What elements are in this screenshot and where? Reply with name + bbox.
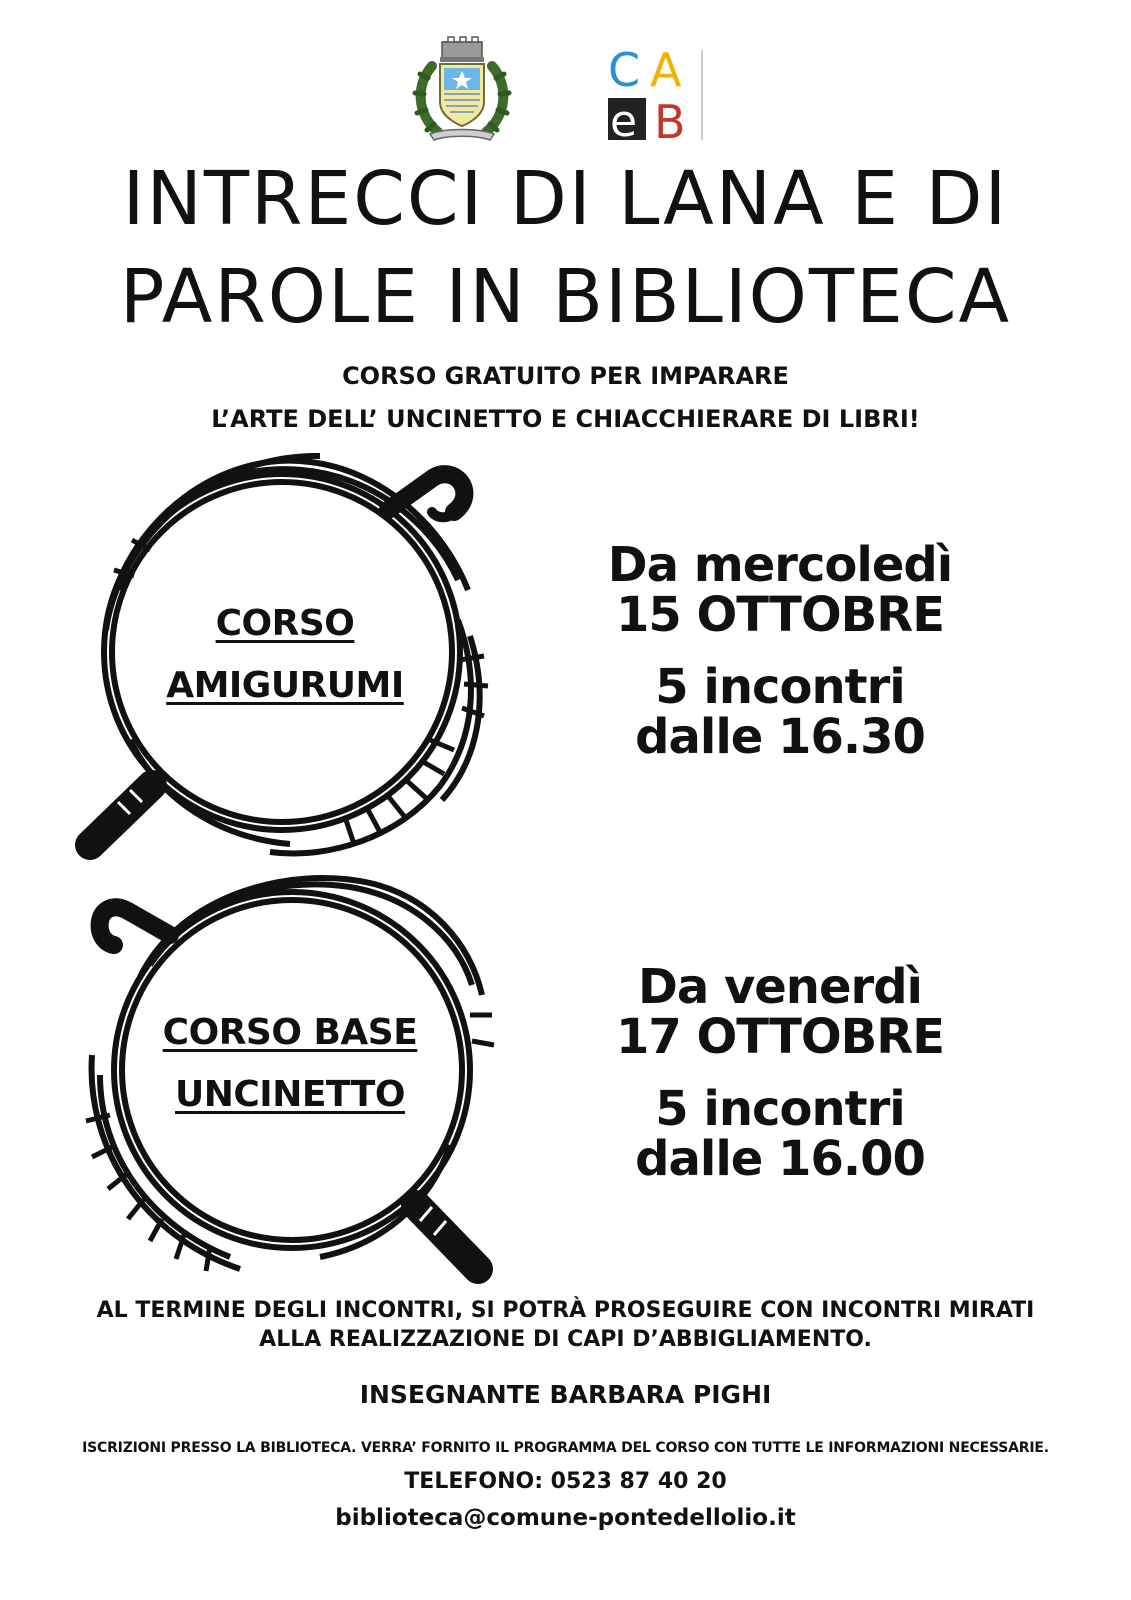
course-2-start-date: 17 OTTOBRE [615,1009,945,1065]
course-2-label-line-1: CORSO BASE [162,1012,418,1053]
course-2-label-line-2: UNCINETTO [175,1074,405,1115]
caeb-letter-e: e [610,96,638,142]
logo-bar [0,30,1131,145]
phone-number: TELEFONO: 0523 87 40 20 [404,1469,727,1494]
title-line-2: PAROLE IN BIBLIOTECA [119,254,1012,340]
course-2-label [110,1002,470,1126]
registration-info: ISCRIZIONI PRESSO LA BIBLIOTECA. VERRA’ FORNITO IL PROGRAMMA DEL CORSO CON TUTTE LE INFORMAZIONI NECESSARIE. [82,1440,1049,1456]
closing-line-2: ALLA REALIZZAZIONE DI CAPI D’ABBIGLIAMENTO. [259,1327,872,1352]
closing-note [40,1296,1091,1354]
course-1-info [570,537,990,765]
course-1-label [120,593,450,717]
course-2-time: dalle 16.00 [635,1131,925,1187]
course-2-count: 5 incontri [655,1081,905,1137]
course-1-count: 5 incontri [655,659,905,715]
course-1-label-line-1: CORSO [215,603,355,644]
teacher-name: INSEGNANTE BARBARA PIGHI [359,1380,772,1409]
title-line-1: INTRECCI DI LANA E DI [122,156,1009,242]
subtitle [60,355,1071,441]
caeb-letter-a: A [650,46,682,97]
municipal-crest-icon [410,36,514,144]
caeb-letter-b: B [654,95,686,142]
course-1-start-date: 15 OTTOBRE [615,587,945,643]
caeb-letter-c: C [608,46,641,97]
course-2-info [570,959,990,1187]
closing-line-1: AL TERMINE DEGLI INCONTRI, SI POTRÀ PROSEGUIRE CON INCONTRI MIRATI [96,1298,1035,1323]
subtitle-line-2: L’ARTE DELL’ UNCINETTO E CHIACCHIERARE DI LIBRI! [211,405,920,433]
subtitle-line-1: CORSO GRATUITO PER IMPARARE [342,362,789,390]
email-address: biblioteca@comune-pontedellolio.it [335,1505,796,1531]
course-2-start-day: Da venerdì [638,959,922,1015]
page-title [20,150,1111,346]
course-1-time: dalle 16.30 [635,709,925,765]
caeb-logo [606,46,716,142]
course-1-start-day: Da mercoledì [607,537,953,593]
course-1-label-line-2: AMIGURUMI [166,665,404,706]
